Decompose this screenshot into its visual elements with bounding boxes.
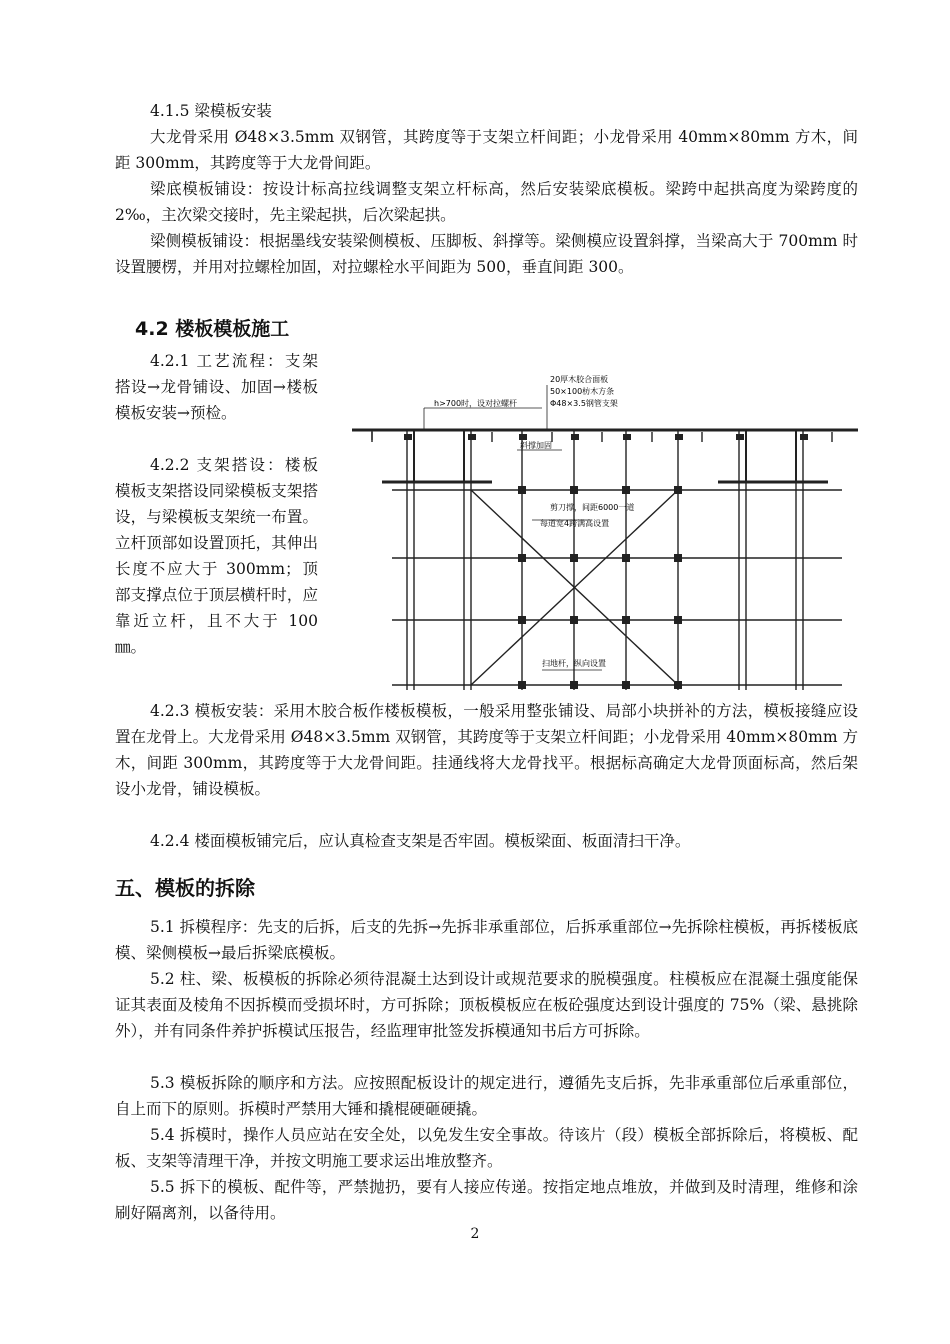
- heading-4-2: 4.2 楼板模板施工: [135, 318, 290, 340]
- heading-4-1-5: 4.1.5 梁模板安装: [150, 102, 272, 120]
- page-number: 2: [470, 1226, 480, 1242]
- label-brace: 斜撑加固: [520, 441, 552, 450]
- paragraph-5-4: 5.4 拆模时，操作人员应站在安全处，以免发生安全事故。待该片（段）模板全部拆除后，将模板、配板、支架等清理干净，并按文明施工要求运出堆放整齐。: [115, 1126, 858, 1170]
- paragraph-4-1-5-2: 梁底模板铺设：按设计标高拉线调整支架立杆标高，然后安装梁底模板。梁跨中起拱高度为梁跨度的 2‰，主次梁交接时，先主梁起拱，后次梁起拱。: [115, 180, 858, 224]
- label-timber: 50×100枋木方条: [550, 387, 615, 396]
- label-sweep: 扫地杆，纵向设置: [542, 659, 606, 668]
- label-plywood: 20厚木胶合面板: [550, 375, 609, 384]
- paragraph-4-1-5-3: 梁侧模板铺设：根据墨线安装梁侧模板、压脚板、斜撑等。梁侧模应设置斜撑，当梁高大于 700mm 时设置腰楞，并用对拉螺栓加固，对拉螺栓水平间距为 500，垂直间距 300。: [115, 232, 858, 276]
- label-bolt: h>700时，设对拉螺杆: [434, 399, 518, 408]
- paragraph-4-2-2: 4.2.2 支架搭设：楼板模板支架搭设同梁模板支架搭设，与梁模板支架统一布置。立杆顶部如设置顶托，其伸出长度不应大于 300mm；顶部支撑点位于顶层横杆时，应靠近立杆，且不大于 100 ㎜。: [115, 456, 318, 656]
- paragraph-4-2-4: 4.2.4 楼面模板铺完后，应认真检查支架是否牢固。模板梁面、板面清扫干净。: [150, 832, 691, 850]
- heading-section-5: 五、模板的拆除: [115, 876, 255, 900]
- label-scissor-2: 每道宽4跨满高设置: [540, 519, 610, 528]
- paragraph-5-1: 5.1 拆模程序：先支的后拆，后支的先拆→先拆非承重部位，后拆承重部位→先拆除柱模板，再拆楼板底模、梁侧模板→最后拆梁底模板。: [115, 918, 858, 962]
- label-scissor-1: 剪刀撑，间距6000一道: [550, 503, 635, 512]
- label-pipe: Φ48×3.5钢管支架: [550, 399, 618, 408]
- paragraph-5-2: 5.2 柱、梁、板模板的拆除必须待混凝土达到设计或规范要求的脱模强度。柱模板应在混凝土强度能保证其表面及棱角不因拆模而受损坏时，方可拆除；顶板模板应在板砼强度达到设计强度的 75%（梁、悬挑除外），并有同条件养护拆模试压报告，经监理审批签发拆模通知书后方可拆除。: [115, 970, 858, 1040]
- slab-formwork-diagram: [352, 370, 858, 700]
- paragraph-4-2-1: 4.2.1 工艺流程：支架搭设→龙骨铺设、加固→楼板模板安装→预检。: [115, 352, 318, 422]
- paragraph-4-1-5-1: 大龙骨采用 Ø48×3.5mm 双钢管，其跨度等于支架立杆间距；小龙骨采用 40mm×80mm 方木，间距 300mm，其跨度等于大龙骨间距。: [115, 128, 858, 172]
- paragraph-4-2-3: 4.2.3 模板安装：采用木胶合板作楼板模板，一般采用整张铺设、局部小块拼补的方法，模板接缝应设置在龙骨上。大龙骨采用 Ø48×3.5mm 双钢管，其跨度等于支架立杆间距；小龙骨采用 40mm×80mm 方木，间距 300mm，其跨度等于大龙骨间距。挂通线将大龙骨找平。根据标高确定大龙骨顶面标高，然后架设小龙骨，铺设模板。: [115, 702, 858, 798]
- paragraph-5-5: 5.5 拆下的模板、配件等，严禁抛扔，要有人接应传递。按指定地点堆放，并做到及时清理，维修和涂刷好隔离剂，以备待用。: [115, 1178, 858, 1222]
- paragraph-5-3: 5.3 模板拆除的顺序和方法。应按照配板设计的规定进行，遵循先支后拆，先非承重部位后承重部位，自上而下的原则。拆模时严禁用大锤和撬棍硬砸硬撬。: [115, 1074, 858, 1118]
